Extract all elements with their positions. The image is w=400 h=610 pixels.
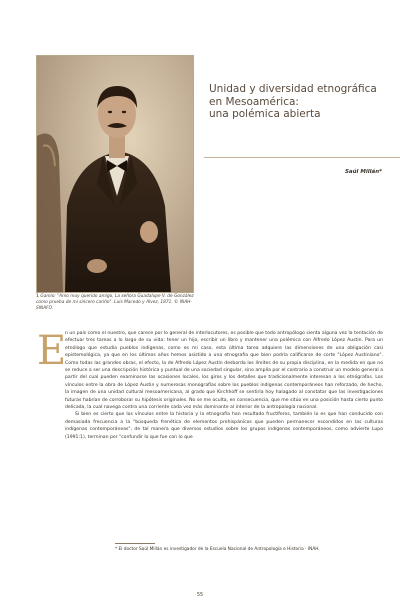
- portrait-photo: [36, 55, 194, 293]
- title-line-3: una polémica abierta: [209, 108, 321, 120]
- portrait-illustration: [37, 56, 193, 292]
- paragraph-1: n un país como el nuestro, que carece por lo general de interlocutores, es posible que todo antropólogo sienta alguna vez la tentación de efectuar tres tareas a lo largo de su vida: tener un hijo, escribir un libro y mantener una polémica con Alfredo López Austin. Para un etnólogo que estudia pueblos indígenas, como es mi caso, esta última tarea adquiere las dimensiones de una obligación casi epistemológica, ya que en los últimos años hemos asistido a una etnografía que bien podría calificarse de corte "López Austiniano". Como todas las grandes obras, el efecto, la de Alfredo López Austin desborda los límites de su propia disciplina, en la medida en que no se reduce a ser una descripción histórica y puntual de una sociedad singular, sino amplía por el contrario a construir un modelo general a partir del cual pueden examinarse las ocasiones locales, los giros y los detalles que tradicionalmente interesan a los etnógrafos. Los vínculos entre la obra de López Austin y numerosas monografías sobre los pueblos indígenas contemporáneos han reforzado, de hecho, la imagen de una unidad cultural mesoamericana, al grado que Kirchhoff se sentiría hoy halagado al constatar que las investigaciones futuras habrían de corroborar su hipótesis originales. No se me oculta, en consecuencia, que me sitúo en una posición hasta cierto punto delicada, la cual navega contra una corriente cada vez más dominante al interior de la antropología nacional.: [65, 331, 383, 411]
- page-number: 55: [196, 592, 204, 598]
- title-divider: [204, 157, 400, 158]
- caption-label: 1: [36, 294, 39, 299]
- drop-cap: E: [37, 328, 67, 374]
- title-line-2: en Mesoamérica:: [209, 95, 299, 108]
- author-name: Saúl Millán*: [344, 169, 382, 175]
- footnote: * El doctor Saúl Millán es investigador de la Escuela Nacional de Antropología e Historia · INAH.: [115, 547, 320, 552]
- title-line-1: Unidad y diversidad etnográfica: [209, 83, 377, 95]
- caption-text: Gamio: "Amo muy querido amigo, La señora Guadalupe V. de González como prueba de mi sincero cariño". Luis Macedo y Alvez, 1871. © INAH-SINAFO.: [36, 294, 194, 311]
- photo-caption: [36, 294, 196, 312]
- paragraph-2: Si bien es cierto que los vínculos entre la historia y la etnografía han resultado fructíferos, también lo es que han conducido con demasiada frecuencia a la "búsqueda frenética de elementos prehispánicos que pueden permanecer escondidos en las culturas indígenas contemporáneas", de tal manera que diversos estudios sobre los grupos indígenas contemporáneos, como advierte Lupo (1991:1), terminan por "confundir lo que fue con lo que: [65, 412, 383, 440]
- article-title: [209, 83, 389, 121]
- article-body: [65, 330, 383, 441]
- footnote-divider: [115, 543, 155, 544]
